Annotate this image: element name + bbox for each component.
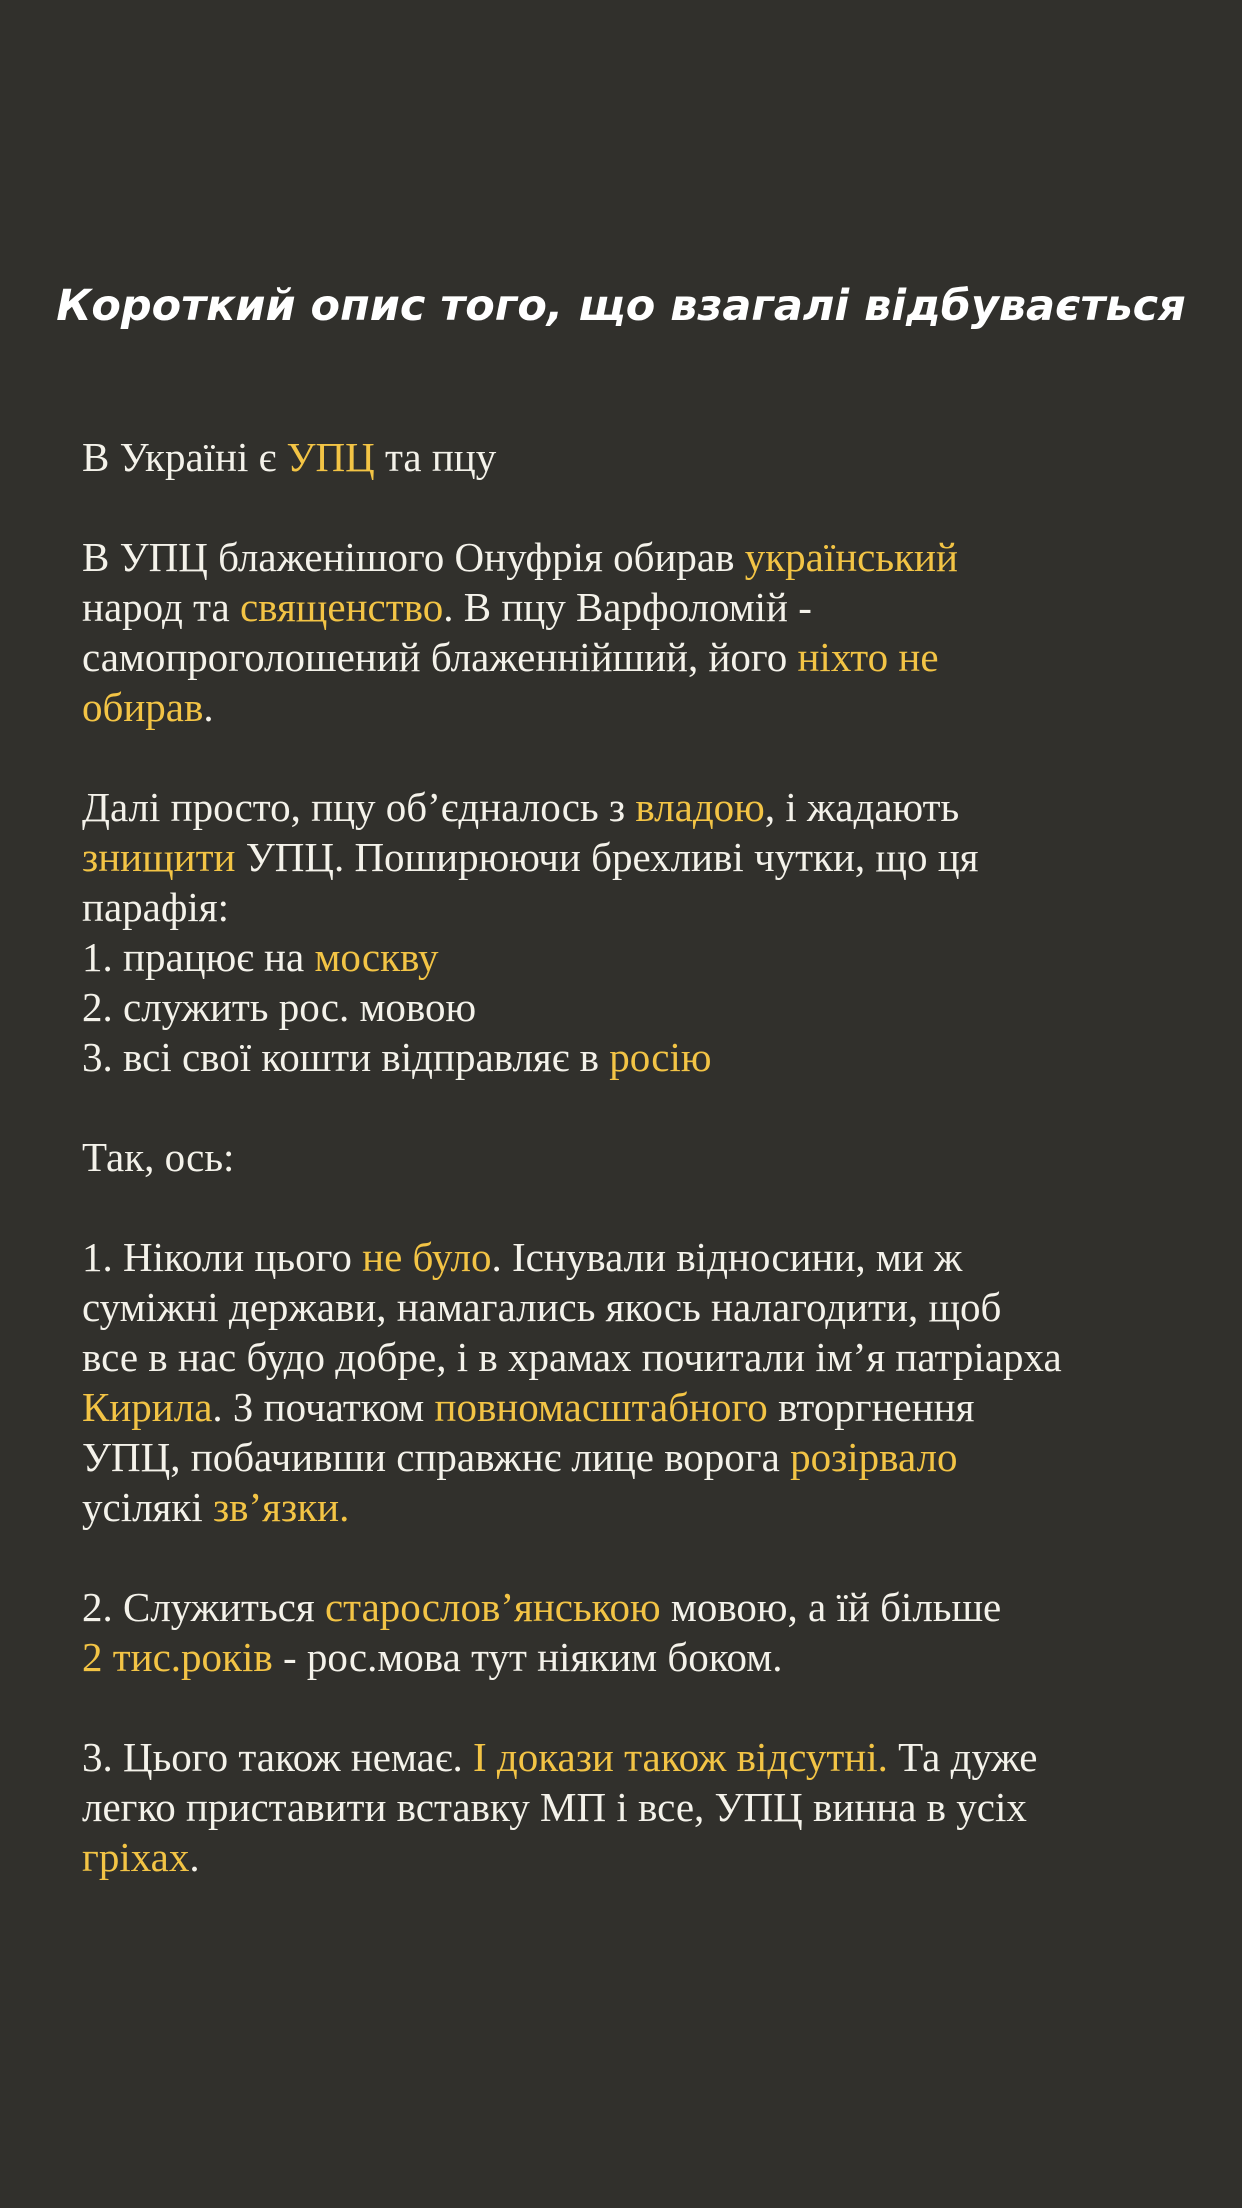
text-segment: - рос.мова тут ніяким боком. xyxy=(272,1634,783,1680)
highlighted-text: розірвало xyxy=(790,1434,958,1480)
text-segment: вторгнення xyxy=(767,1384,975,1430)
story-title: Короткий опис того, що взагалі відбувається xyxy=(56,281,1186,331)
text-line xyxy=(82,1382,1202,1432)
highlighted-text: владою xyxy=(635,784,765,830)
highlighted-text: І докази також відсутні. xyxy=(472,1734,888,1780)
text-segment: Та дуже xyxy=(887,1734,1038,1780)
text-segment: Так, ось: xyxy=(82,1134,235,1180)
text-line xyxy=(82,1032,1202,1082)
paragraph-gap xyxy=(82,1082,1202,1132)
text-segment: . Існували відносини, ми ж xyxy=(491,1234,963,1280)
highlighted-text: москву xyxy=(314,934,439,980)
text-line xyxy=(82,782,1202,832)
text-segment: народ та xyxy=(82,584,240,630)
paragraph-gap xyxy=(82,482,1202,532)
text-line xyxy=(82,832,1202,882)
text-segment: 3. всі свої кошти відправляє в xyxy=(82,1034,610,1080)
highlighted-text: обирав xyxy=(82,684,204,730)
text-line xyxy=(82,682,1202,732)
text-segment: самопроголошений блаженнійший, його xyxy=(82,634,798,680)
text-segment: 1. працює на xyxy=(82,934,315,980)
text-segment: та пцу xyxy=(374,434,497,480)
text-line xyxy=(82,632,1202,682)
highlighted-text: росію xyxy=(609,1034,712,1080)
text-line xyxy=(82,1782,1202,1832)
text-segment: усілякі xyxy=(82,1484,213,1530)
story-text xyxy=(82,432,1202,1882)
highlighted-text: знищити xyxy=(82,834,236,880)
highlighted-text: не було xyxy=(362,1234,492,1280)
text-segment: 2. Служиться xyxy=(82,1584,325,1630)
highlighted-text: зв’язки. xyxy=(212,1484,350,1530)
highlighted-text: 2 тис.років xyxy=(82,1634,273,1680)
text-segment: В Україні є xyxy=(82,434,287,480)
text-segment: 3. Цього також немає. xyxy=(82,1734,473,1780)
paragraph-gap xyxy=(82,732,1202,782)
highlighted-text: ніхто не xyxy=(797,634,939,680)
paragraph-gap xyxy=(82,1682,1202,1732)
text-line xyxy=(82,1632,1202,1682)
text-line xyxy=(82,1232,1202,1282)
text-line xyxy=(82,532,1202,582)
paragraph-gap xyxy=(82,1532,1202,1582)
text-line xyxy=(82,1332,1202,1382)
text-segment: УПЦ. Поширюючи брехливі чутки, що ця xyxy=(235,834,979,880)
highlighted-text: священство xyxy=(239,584,444,630)
text-segment: суміжні держави, намагались якось налагодити, щоб xyxy=(82,1284,1002,1330)
text-line xyxy=(82,432,1202,482)
text-segment: . В пцу Варфоломій - xyxy=(443,584,812,630)
highlighted-text: гріхах xyxy=(82,1834,190,1880)
text-line xyxy=(82,1132,1202,1182)
highlighted-text: український xyxy=(744,534,958,580)
text-line xyxy=(82,1282,1202,1332)
text-line xyxy=(82,1432,1202,1482)
text-segment: , і жадають xyxy=(764,784,960,830)
text-segment: . xyxy=(189,1834,200,1880)
text-segment: 2. служить рос. мовою xyxy=(82,984,477,1030)
text-segment: . З початком xyxy=(212,1384,435,1430)
text-line xyxy=(82,982,1202,1032)
highlighted-text: Кирила xyxy=(82,1384,213,1430)
text-line xyxy=(82,582,1202,632)
text-segment: УПЦ, побачивши справжнє лице ворога xyxy=(82,1434,791,1480)
highlighted-text: повномасштабного xyxy=(434,1384,768,1430)
text-segment: . xyxy=(203,684,214,730)
paragraph-gap xyxy=(82,1182,1202,1232)
text-line xyxy=(82,932,1202,982)
highlighted-text: старослов’янською xyxy=(324,1584,661,1630)
text-line xyxy=(82,1582,1202,1632)
text-segment: легко приставити вставку МП і все, УПЦ винна в усіх xyxy=(82,1784,1027,1830)
text-segment: Далі просто, пцу об’єдналось з xyxy=(82,784,636,830)
text-line xyxy=(82,1482,1202,1532)
text-segment: В УПЦ блаженішого Онуфрія обирав xyxy=(82,534,745,580)
text-segment: парафія: xyxy=(82,884,230,930)
text-line xyxy=(82,1732,1202,1782)
text-segment: мовою, а їй більше xyxy=(660,1584,1002,1630)
highlighted-text: УПЦ xyxy=(286,434,375,480)
text-line xyxy=(82,882,1202,932)
text-line xyxy=(82,1832,1202,1882)
text-segment: 1. Ніколи цього xyxy=(82,1234,363,1280)
text-segment: все в нас будо добре, і в храмах почитали ім’я патріарха xyxy=(82,1334,1062,1380)
